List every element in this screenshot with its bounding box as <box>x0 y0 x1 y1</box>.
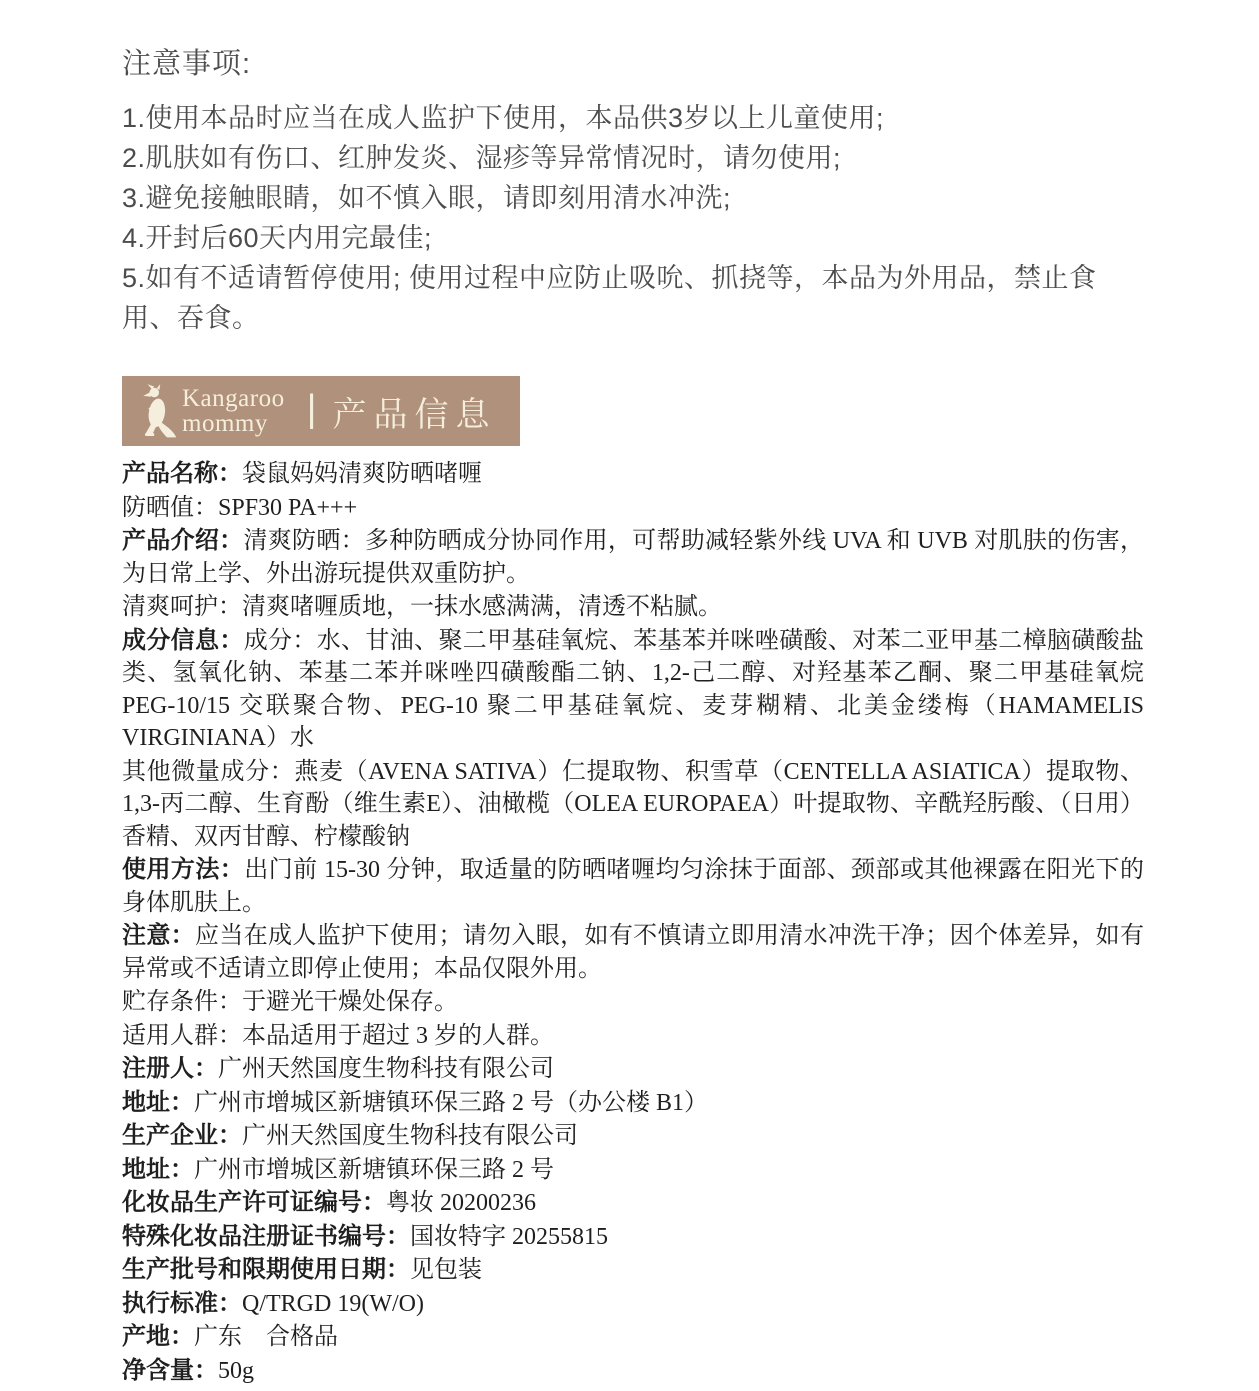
info-value: 50g <box>218 1357 254 1384</box>
info-label: 贮存条件： <box>122 989 242 1015</box>
info-label: 产地： <box>122 1324 194 1350</box>
info-label: 注意： <box>122 923 196 949</box>
info-value: 广州天然国度生物科技有限公司 <box>218 1056 554 1082</box>
notice-section <box>122 46 1144 338</box>
info-row-product-name <box>122 458 1144 491</box>
info-label: 其他微量成分： <box>122 758 295 785</box>
info-value: 国妆特字 20255815 <box>410 1223 608 1250</box>
info-value: 应当在成人监护下使用；请勿入眼，如有不慎请立即用清水冲洗干净；因个体差异，如有异常或不适请立即停止使用；本品仅限外用。 <box>122 923 1145 982</box>
info-value: 于避光干燥处保存。 <box>242 989 458 1015</box>
info-row-ingredients <box>122 625 1144 755</box>
notice-item-3: 3.避免接触眼睛，如不慎入眼，请即刻用清水冲洗; <box>122 183 732 213</box>
info-row-production-license-no <box>122 1187 1144 1220</box>
info-label: 成分信息： <box>122 627 244 654</box>
info-label: 化妆品生产许可证编号： <box>122 1190 386 1216</box>
info-value: 清爽防晒：多种防晒成分协同作用，可帮助减轻紫外线 UVA 和 UVB 对肌肤的伤害，为日常上学、外出游玩提供双重防护。 <box>122 528 1144 587</box>
info-value: 本品适用于超过 3 岁的人群。 <box>242 1022 554 1049</box>
info-value: 广州市增城区新塘镇环保三路 2 号（办公楼 B1） <box>194 1089 709 1116</box>
brand-name-line2: mommy <box>182 410 268 437</box>
info-label: 注册人： <box>122 1056 218 1082</box>
info-label: 执行标准： <box>122 1290 242 1317</box>
info-label: 适用人群： <box>122 1022 242 1049</box>
notice-item-2: 2.肌肤如有伤口、红肿发炎、湿疹等异常情况时，请勿使用; <box>122 143 842 173</box>
info-label: 使用方法： <box>122 857 245 883</box>
info-row-registrant <box>122 1053 1144 1086</box>
info-row-product-intro <box>122 525 1144 590</box>
info-label: 地址： <box>122 1089 194 1116</box>
kangaroo-icon <box>134 382 178 442</box>
info-row-origin <box>122 1321 1144 1354</box>
info-value: 广东 合格品 <box>194 1324 338 1350</box>
info-row-registrant-address <box>122 1087 1144 1120</box>
info-value: 燕麦（AVENA SATIVA）仁提取物、积雪草（CENTELLA ASIATICA）提取物、1,3-丙二醇、生育酚（维生素E）、油橄榄（OLEA EUROPAEA）叶提取物、辛酰羟肟酸、（日用）香精、双丙甘醇、柠檬酸钠 <box>122 758 1144 850</box>
info-value: 成分：水、甘油、聚二甲基硅氧烷、苯基苯并咪唑磺酸、对苯二亚甲基二樟脑磺酸盐类、氢氧化钠、苯基二苯并咪唑四磺酸酯二钠、1,2-己二醇、对羟基苯乙酮、聚二甲基硅氧烷 PEG-10/15 交联聚合物、PEG-10 聚二甲基硅氧烷、麦芽糊精、北美金缕梅（HAMAMELIS VIRGINIANA）水 <box>122 627 1145 751</box>
info-row-trace-ingredients <box>122 756 1144 854</box>
brand-wordmark <box>182 386 285 436</box>
info-row-usage <box>122 854 1144 919</box>
notice-item-5: 5.如有不适请暂停使用; 使用过程中应防止吸吮、抓挠等，本品为外用品，禁止食用、吞食。 <box>122 263 1097 333</box>
info-value: SPF30 PA+++ <box>218 494 358 521</box>
info-label: 地址： <box>122 1156 194 1183</box>
info-value: 广州市增城区新塘镇环保三路 2 号 <box>194 1156 554 1183</box>
info-label: 生产企业： <box>122 1123 242 1149</box>
info-label: 特殊化妆品注册证书编号： <box>122 1223 410 1250</box>
info-label: 产品名称： <box>122 461 242 487</box>
info-value: 出门前 15-30 分钟，取适量的防晒啫喱均匀涂抹于面部、颈部或其他裸露在阳光下的身体肌肤上。 <box>122 857 1144 916</box>
info-row-applicable-group <box>122 1020 1144 1053</box>
info-row-special-cosmetic-cert-no <box>122 1221 1144 1254</box>
info-row-fresh-care <box>122 591 1144 624</box>
info-row-standard <box>122 1288 1144 1321</box>
notice-item-1: 1.使用本品时应当在成人监护下使用，本品供3岁以上儿童使用; <box>122 103 885 133</box>
product-info-section <box>122 458 1144 1387</box>
info-value: Q/TRGD 19(W/O) <box>242 1290 424 1317</box>
notice-heading: 注意事项: <box>122 48 252 80</box>
info-row-batch-and-expiry <box>122 1254 1144 1287</box>
info-row-manufacturer <box>122 1120 1144 1153</box>
banner-title: 产品信息 <box>332 395 497 434</box>
info-label: 清爽呵护： <box>122 594 242 620</box>
info-value: 袋鼠妈妈清爽防晒啫喱 <box>242 461 482 487</box>
info-label: 生产批号和限期使用日期： <box>122 1257 410 1283</box>
brand-banner <box>122 376 520 446</box>
info-value: 粤妆 20200236 <box>386 1190 536 1216</box>
info-label: 产品介绍： <box>122 528 244 554</box>
notice-item-4: 4.开封后60天内用完最佳; <box>122 223 433 253</box>
info-value: 见包装 <box>410 1257 482 1283</box>
info-row-manufacturer-address <box>122 1154 1144 1187</box>
info-row-spf-value <box>122 492 1144 525</box>
info-row-net-content <box>122 1355 1144 1388</box>
info-value: 清爽啫喱质地，一抹水感满满，清透不粘腻。 <box>242 594 722 620</box>
info-row-storage <box>122 986 1144 1019</box>
info-value: 广州天然国度生物科技有限公司 <box>242 1123 578 1149</box>
brand-name-line1: Kangaroo <box>182 385 285 412</box>
info-row-caution <box>122 920 1144 985</box>
info-label: 净含量： <box>122 1357 218 1384</box>
info-label: 防晒值： <box>122 494 218 521</box>
banner-divider: | <box>306 387 317 430</box>
